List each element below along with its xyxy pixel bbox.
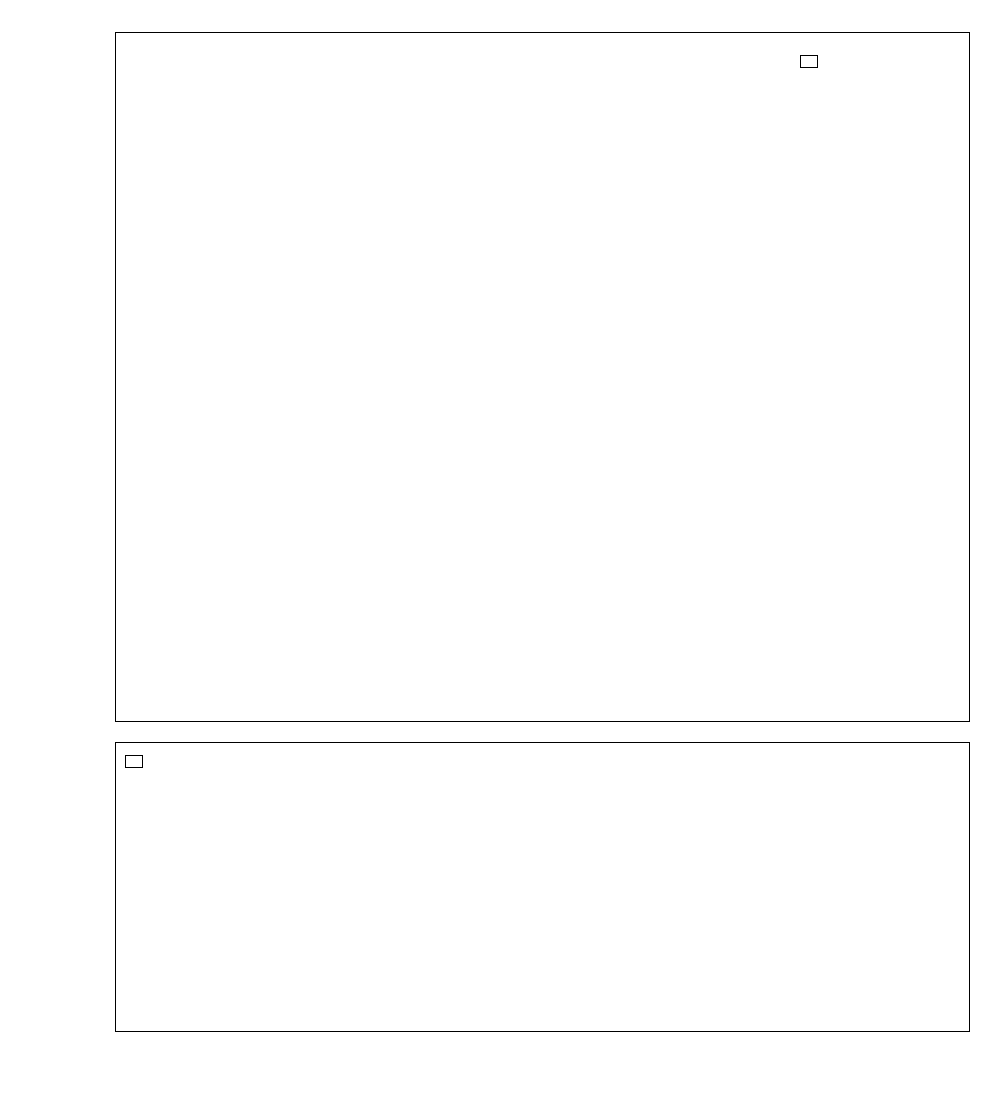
rupture-count-plot (115, 742, 970, 1032)
top-legend (800, 55, 818, 68)
bottom-legend (125, 755, 143, 768)
incremental-rate-plot (115, 32, 970, 722)
x-axis-labels (0, 1036, 1000, 1060)
bottom-bars (116, 743, 969, 1031)
top-bars (116, 33, 969, 721)
